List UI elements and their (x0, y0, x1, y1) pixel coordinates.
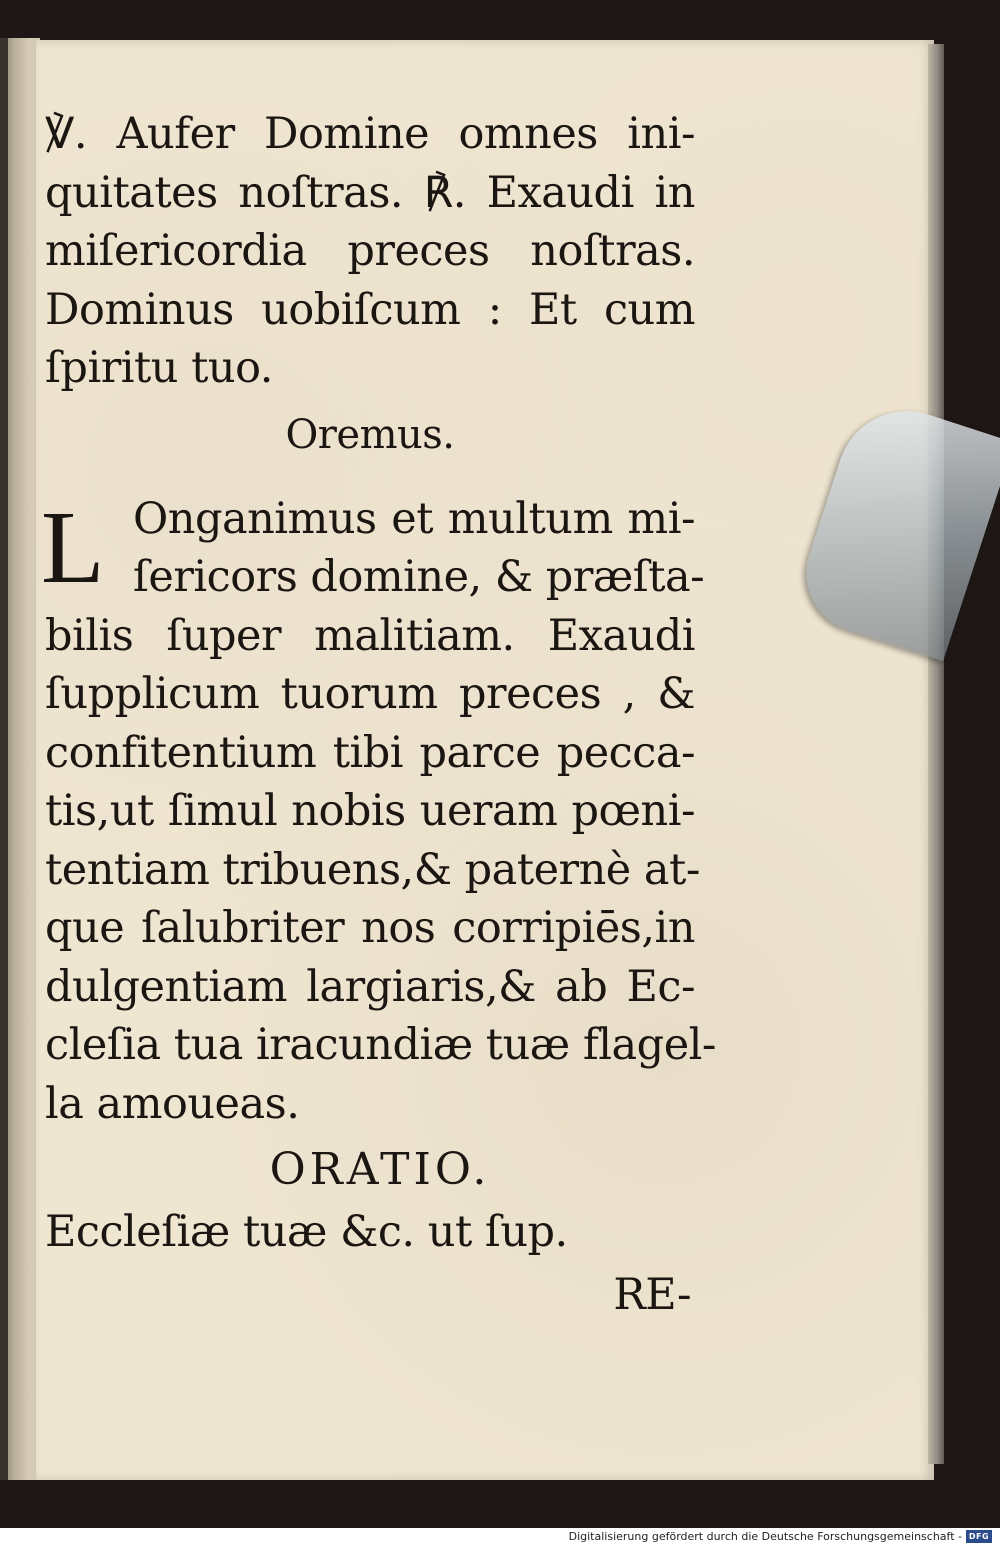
versicle-line: ℣. Aufer Domine omnes ini- (45, 109, 695, 159)
oremus-heading: Oremus. (285, 411, 455, 458)
prayer-line: bilis ſuper malitiam. Exaudi (45, 610, 695, 661)
drop-cap: L (41, 489, 105, 605)
prayer-line: Onganimus et multum mi- (133, 493, 695, 544)
oratio-heading: ORATIO. (269, 1144, 491, 1195)
prayer-line: la amoueas. (45, 1078, 300, 1129)
footer-credit: Digitalisierung gefördert durch die Deutsche Forschungsgemeinschaft - (568, 1530, 962, 1543)
versicle-line: ſpiritu tuo. (45, 343, 273, 393)
oratio-line: Eccleſiæ tuæ &c. ut ſup. (45, 1207, 568, 1257)
prayer-paragraph (41, 489, 716, 1134)
prayer-line: cleſia tua iracundiæ tuæ flagel- (45, 1020, 716, 1070)
prayer-line: dulgentiam largiaris,& ab Ec- (45, 961, 695, 1012)
prayer-line: ſupplicum tuorum preces , & (45, 669, 695, 719)
versicle-line: Dominus uobiſcum : Et cum (45, 284, 695, 335)
prayer-line: confitentium tibi parce pecca- (45, 727, 695, 778)
prayer-line: tentiam tribuens,& paternè at- (45, 844, 700, 895)
prayer-line: tis,ut ſimul nobis ueram pœni- (45, 786, 695, 836)
prayer-line: que ſalubriter nos corripiēs,in (45, 903, 695, 953)
dfg-logo: DFG (966, 1530, 992, 1543)
prayer-line: ſericors domine, & præſta- (133, 552, 705, 602)
versicle-line: miſericordia preces noſtras. (45, 226, 695, 276)
page-edge (928, 44, 944, 1464)
spine-shadow (0, 38, 8, 1480)
versicle-line: quitates noſtras. ℟. Exaudi in (45, 167, 695, 218)
catchword: RE- (613, 1269, 691, 1320)
page-text (41, 105, 716, 1328)
